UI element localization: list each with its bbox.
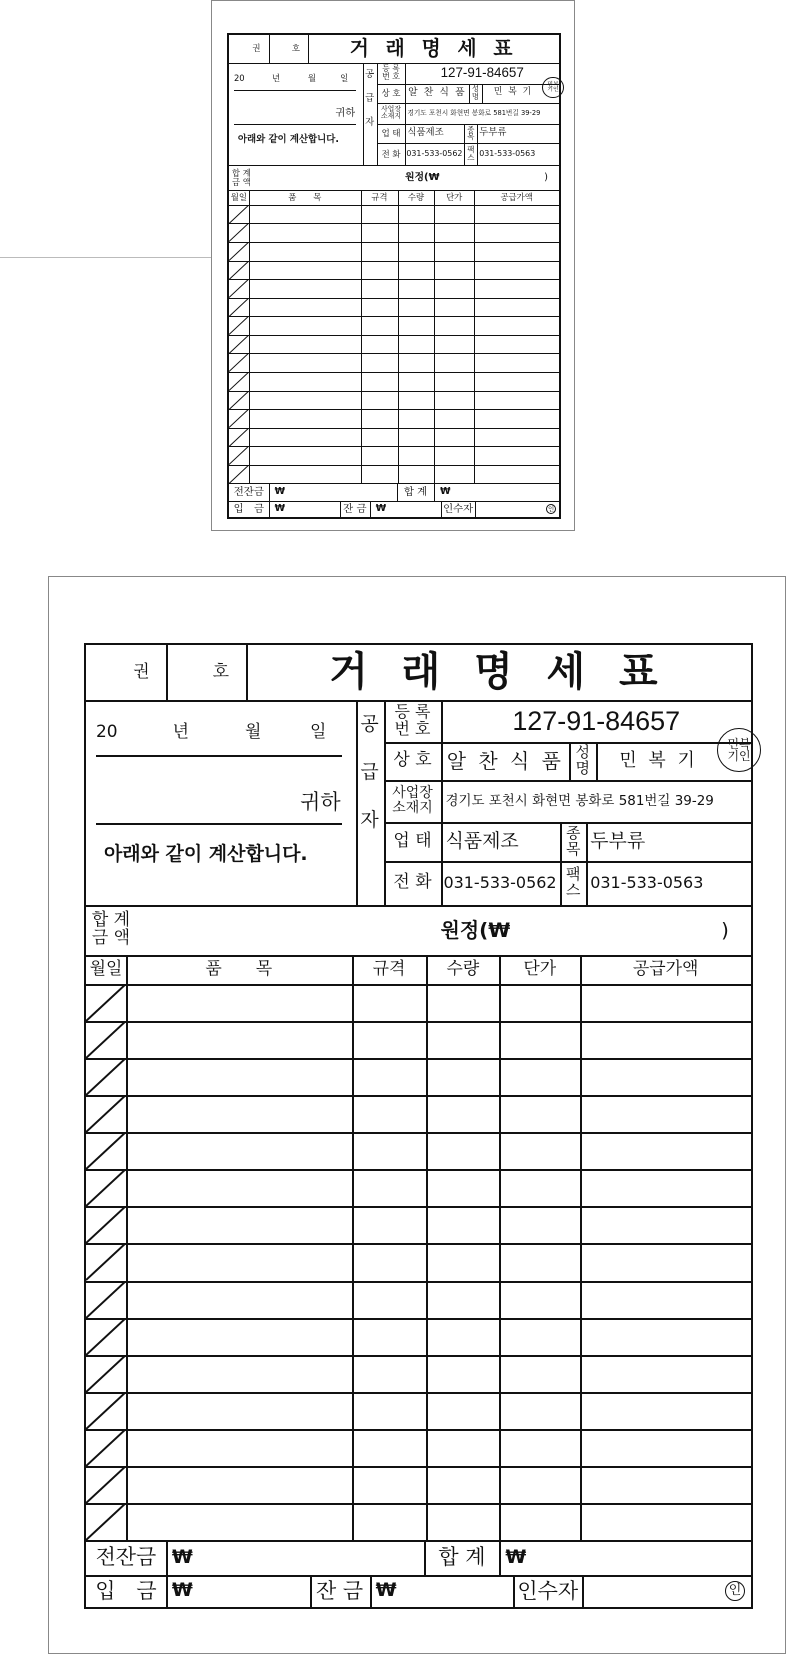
company-name: 알 찬 식 품 (446, 748, 564, 773)
owner-name: 민 복 기 (493, 87, 533, 98)
table-row[interactable] (86, 984, 751, 1021)
date-cell-slash (229, 465, 249, 484)
supplier-label-1: 공 (365, 69, 375, 81)
supplier-divider (86, 905, 751, 907)
date-cell-slash (229, 428, 249, 447)
date-prefix: 20 (233, 73, 245, 84)
prev-balance-currency[interactable]: ₩ (171, 1545, 193, 1568)
total-amount-label: 합 계 금 액 (231, 167, 251, 187)
day-label: 일 (309, 721, 327, 742)
date-cell-slash (86, 1503, 126, 1540)
date-cell-slash (86, 1355, 126, 1392)
table-row[interactable] (229, 223, 559, 242)
company-stamp: 민복 기인 (717, 728, 761, 772)
date-cell-slash (229, 298, 249, 317)
fax-value: 031-533-0563 (590, 872, 704, 892)
rule-line (477, 124, 478, 166)
balance-currency[interactable]: ₩ (375, 1579, 397, 1602)
business-type-value: 식품제조 (445, 829, 519, 852)
date-cell-slash (86, 1206, 126, 1243)
total-amount-close: ) (544, 171, 549, 183)
date-cell-slash (86, 1318, 126, 1355)
date-cell-slash (229, 391, 249, 410)
table-row[interactable] (86, 1095, 751, 1132)
company-stamp: 민복 기인 (542, 77, 564, 99)
date-cell-slash (229, 446, 249, 465)
business-type-label: 업 태 (393, 830, 432, 851)
total-amount-close: ) (721, 917, 729, 942)
item-type-label: 종 목 (467, 124, 475, 142)
sum-currency[interactable]: ₩ (440, 486, 451, 498)
prev-balance-label: 전잔금 (233, 485, 264, 498)
table-row[interactable] (229, 465, 559, 484)
book-label: 권 (133, 661, 150, 682)
receiver-label: 인수자 (517, 1578, 579, 1603)
rule-line (269, 35, 270, 63)
number-label: 호 (212, 661, 229, 682)
date-cell-slash (229, 409, 249, 428)
table-row[interactable] (86, 1058, 751, 1095)
date-cell-slash (229, 242, 249, 261)
column-header-2: 품 목 (288, 192, 322, 203)
table-row[interactable] (229, 279, 559, 298)
column-header-5: 단가 (523, 958, 557, 979)
item-type-label: 종 목 (566, 823, 581, 858)
supplier-label-1: 공 (360, 713, 379, 736)
receiver-label: 인수자 (443, 502, 474, 515)
deposit-currency[interactable]: ₩ (171, 1579, 193, 1602)
table-row[interactable] (86, 1392, 751, 1429)
date-cell-slash (229, 205, 249, 224)
date-cell-slash (86, 1243, 126, 1280)
supplier-label-3: 자 (360, 809, 379, 832)
date-underline (234, 90, 356, 91)
fax-label: 팩 스 (566, 865, 581, 899)
table-row[interactable] (229, 261, 559, 280)
column-header-2: 품 목 (205, 958, 273, 979)
seal-mark-icon: 인 (725, 1581, 745, 1601)
receiver-seal[interactable] (475, 501, 556, 517)
table-row[interactable] (86, 1021, 751, 1058)
table-row[interactable] (86, 1503, 751, 1540)
prev-balance-label: 전잔금 (95, 1545, 157, 1570)
balance-label: 잔 금 (343, 502, 367, 515)
table-row[interactable] (86, 1169, 751, 1206)
date-cell-slash (86, 1058, 126, 1095)
column-header-3: 규격 (371, 192, 388, 203)
date-cell-slash (229, 353, 249, 372)
item-type-value: 두부류 (590, 829, 646, 852)
date-cell-slash (229, 372, 249, 391)
date-cell-slash (86, 1169, 126, 1206)
balance-label: 잔 금 (316, 1578, 364, 1603)
phone-value: 031-533-0562 (406, 149, 463, 159)
date-cell-slash (229, 223, 249, 242)
table-row[interactable] (229, 242, 559, 261)
table-row[interactable] (229, 353, 559, 372)
supplier-label-2: 급 (360, 761, 379, 784)
supplier-divider (229, 165, 559, 166)
address-label: 사업장 소재지 (380, 104, 402, 121)
table-row[interactable] (229, 205, 559, 224)
column-header-6: 공급가액 (500, 192, 533, 203)
fax-value: 031-533-0563 (479, 149, 536, 159)
date-cell-slash (229, 316, 249, 335)
address-value: 경기도 포천시 화현면 봉화로 581번길 39-29 (445, 792, 714, 809)
table-row[interactable] (229, 298, 559, 317)
date-cell-slash (86, 1281, 126, 1318)
item-type-value: 두부류 (479, 127, 507, 139)
prev-balance-currency[interactable]: ₩ (274, 486, 286, 498)
date-prefix: 20 (95, 721, 118, 742)
column-header-4: 수량 (446, 958, 480, 979)
year-label: 년 (271, 73, 281, 84)
table-row[interactable] (229, 316, 559, 335)
deposit-label: 입 금 (233, 502, 265, 515)
company-label: 상 호 (381, 87, 401, 98)
owner-name: 민 복 기 (619, 749, 698, 771)
date-cell-slash (229, 279, 249, 298)
date-cell-slash (86, 1095, 126, 1132)
receiver-seal[interactable] (582, 1575, 745, 1607)
owner-label: 성 명 (575, 743, 590, 777)
recipient-suffix: 귀하 (335, 107, 356, 120)
guide-line (0, 257, 211, 258)
table-row[interactable] (86, 1132, 751, 1169)
book-label: 권 (252, 43, 261, 54)
table-row[interactable] (86, 1355, 751, 1392)
number-label: 호 (291, 43, 300, 54)
table-row[interactable] (229, 428, 559, 447)
balance-currency[interactable]: ₩ (375, 503, 387, 515)
date-cell-slash (229, 261, 249, 280)
page-title: 거 래 명 세 표 (329, 648, 668, 695)
rule-line (166, 645, 168, 700)
reg-number-label: 등 록 번 호 (382, 63, 400, 82)
column-header-5: 단가 (446, 192, 463, 203)
recipient-underline (234, 124, 356, 125)
year-label: 년 (172, 721, 190, 742)
recipient-underline (96, 823, 342, 825)
statement-frame-large (84, 643, 753, 1609)
phone-label: 전 화 (381, 148, 401, 159)
reg-number-label: 등 록 번 호 (394, 702, 431, 738)
reg-number-value: 127-91-84657 (512, 705, 681, 736)
table-row[interactable] (229, 391, 559, 410)
column-header-4: 수량 (407, 192, 425, 203)
sum-label: 합 계 (438, 1545, 486, 1570)
table-row[interactable] (86, 1243, 751, 1280)
total-amount-text: 원정(₩ (440, 917, 511, 942)
deposit-currency[interactable]: ₩ (274, 503, 286, 515)
date-cell-slash (86, 1132, 126, 1169)
company-name: 알 찬 식 품 (408, 86, 467, 98)
table-row[interactable] (229, 372, 559, 391)
statement-frame-small (227, 33, 561, 519)
reg-number-value: 127-91-84657 (440, 65, 524, 81)
table-row[interactable] (229, 446, 559, 465)
date-underline (96, 755, 342, 757)
page-title: 거 래 명 세 표 (349, 36, 518, 61)
calculation-note: 아래와 같이 계산합니다. (103, 843, 308, 866)
seal-mark-icon: 인 (547, 504, 555, 513)
business-type-label: 업 태 (381, 128, 401, 139)
date-cell-slash (229, 335, 249, 354)
address-label: 사업장 소재지 (392, 785, 433, 816)
date-cell-slash (86, 984, 126, 1021)
date-cell-slash (86, 1466, 126, 1503)
owner-label: 성 명 (471, 84, 480, 102)
supplier-label-3: 자 (365, 117, 375, 129)
month-label: 월 (307, 73, 317, 84)
date-cell-slash (86, 1429, 126, 1466)
table-row[interactable] (86, 1206, 751, 1243)
table-row[interactable] (86, 1429, 751, 1466)
table-row[interactable] (86, 1318, 751, 1355)
date-cell-slash (86, 1392, 126, 1429)
total-amount-text: 원정(₩ (404, 171, 440, 183)
supplier-label-2: 급 (365, 93, 375, 105)
sum-currency[interactable]: ₩ (505, 1545, 527, 1568)
column-header-1: 월일 (89, 958, 123, 979)
table-row[interactable] (86, 1466, 751, 1503)
month-label: 월 (245, 721, 262, 742)
phone-value: 031-533-0562 (443, 872, 557, 892)
company-label: 상 호 (393, 750, 432, 771)
fax-label: 팩 스 (467, 145, 475, 163)
table-row[interactable] (229, 409, 559, 428)
column-header-6: 공급가액 (632, 958, 699, 979)
day-label: 일 (340, 73, 349, 84)
address-value: 경기도 포천시 화현면 봉화로 581번길 39-29 (407, 108, 541, 117)
rule-line (586, 822, 588, 905)
deposit-label: 입 금 (95, 1578, 157, 1603)
date-cell-slash (86, 1021, 126, 1058)
business-type-value: 식품제조 (407, 127, 444, 139)
column-header-3: 규격 (372, 958, 406, 979)
table-row[interactable] (229, 335, 559, 354)
column-header-1: 월일 (230, 192, 248, 203)
phone-label: 전 화 (393, 872, 432, 893)
table-row[interactable] (86, 1281, 751, 1318)
calculation-note: 아래와 같이 계산합니다. (237, 134, 339, 146)
total-amount-label: 합 계 금 액 (91, 910, 131, 948)
sum-label: 합 계 (403, 485, 428, 498)
recipient-suffix: 귀하 (300, 789, 341, 814)
